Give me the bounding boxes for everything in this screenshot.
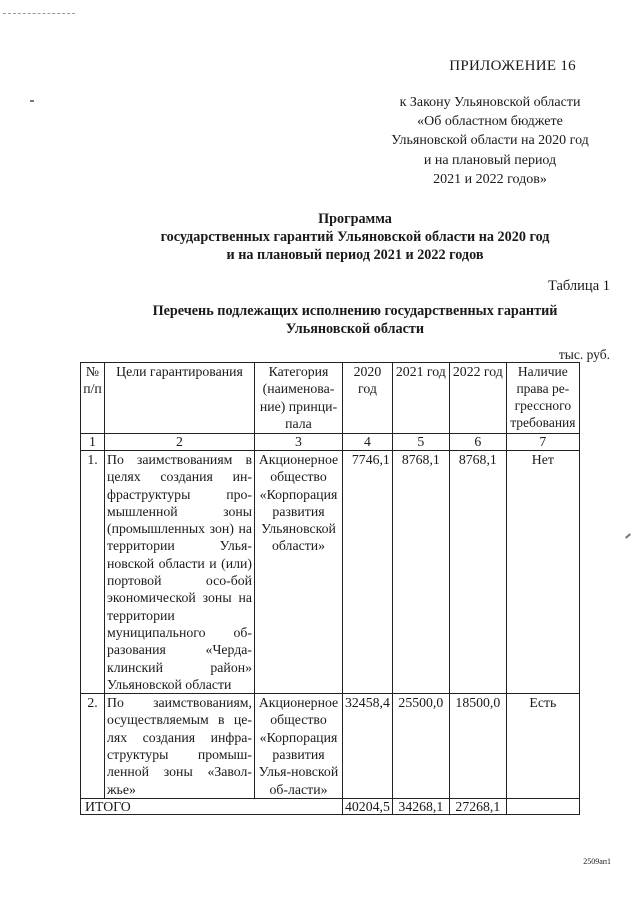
row-2022-value: 18500,0: [449, 694, 506, 799]
law-line: «Об областном бюджете: [417, 114, 563, 130]
list-title-line: Перечень подлежащих исполнению государственных гарантий: [152, 303, 558, 319]
total-regress: [506, 799, 579, 815]
column-number: 7: [506, 434, 579, 451]
row-number: 1.: [81, 451, 105, 694]
column-number: 2: [105, 434, 255, 451]
guarantees-table: [80, 362, 580, 815]
row-principal: Акционерное общество «Корпорация развития Ульяновской области»: [255, 451, 343, 694]
program-title-line: государственных гарантий Ульяновской области на 2020 год: [160, 229, 550, 245]
program-title: [60, 210, 640, 264]
total-2021: 34268,1: [392, 799, 449, 815]
law-line: Ульяновской области на 2020 год: [391, 133, 589, 149]
column-number: 1: [81, 434, 105, 451]
column-number-row: [81, 434, 580, 451]
law-line: и на плановый период: [423, 152, 557, 168]
header-2020: 2020 год: [343, 363, 393, 434]
row-2021-value: 25500,0: [392, 694, 449, 799]
law-line: 2021 и 2022 годов»: [433, 171, 547, 187]
program-title-line: Программа: [318, 211, 392, 227]
row-purpose: По заимствованиям в целях создания ин-фраструктуры про-мышленной зоны (промышленных зон) на территории Улья-новской области и (или) портовой осо-бой экономической зоны на территории муниципального об-разования «Черда-клинский район» Ульяновской области: [105, 451, 255, 694]
column-number: 4: [343, 434, 393, 451]
row-purpose: По заимствованиям, осуществляемым в це-лях создания инфра-структуры промыш-ленной зоны «Завол-жье»: [105, 694, 255, 799]
scan-artifact-line: [3, 13, 75, 14]
row-number: 2.: [81, 694, 105, 799]
header-2022: 2022 год: [449, 363, 506, 434]
total-label: ИТОГО: [81, 799, 343, 815]
appendix-number: ПРИЛОЖЕНИЕ 16: [449, 58, 576, 74]
row-regress: Есть: [506, 694, 579, 799]
row-2021-value: 8768,1: [392, 451, 449, 694]
table-label: Таблица 1: [547, 278, 610, 294]
list-title: [60, 302, 640, 338]
total-2020: 40204,5: [343, 799, 393, 815]
column-number: 5: [392, 434, 449, 451]
list-title-line: Ульяновской области: [285, 321, 425, 337]
units-label: тыс. руб.: [558, 347, 610, 362]
total-2022: 27268,1: [449, 799, 506, 815]
header-principal: Категория (наименова-ние) принци-пала: [255, 363, 343, 434]
scan-artifact-dot: [30, 100, 34, 102]
scan-artifact-dot: [625, 533, 631, 538]
row-2022-value: 8768,1: [449, 451, 506, 694]
column-number: 6: [449, 434, 506, 451]
table-header-row: [81, 363, 580, 434]
table-row: [81, 694, 580, 799]
table-row: [81, 451, 580, 694]
total-row: [81, 799, 580, 815]
column-number: 3: [255, 434, 343, 451]
header-number: № п/п: [81, 363, 105, 434]
program-title-line: и на плановый период 2021 и 2022 годов: [226, 247, 484, 263]
row-regress: Нет: [506, 451, 579, 694]
document-code: 2509ап1: [583, 857, 611, 866]
row-2020-value: 32458,4: [343, 694, 393, 799]
header-2021: 2021 год: [392, 363, 449, 434]
header-regress: Наличие права ре-грессного требования: [506, 363, 579, 434]
law-reference: [340, 93, 640, 189]
row-2020-value: 7746,1: [343, 451, 393, 694]
law-line: к Закону Ульяновской области: [399, 95, 581, 110]
header-purpose: Цели гарантирования: [105, 363, 255, 434]
row-principal: Акционерное общество «Корпорация развития Улья-новской об-ласти»: [255, 694, 343, 799]
